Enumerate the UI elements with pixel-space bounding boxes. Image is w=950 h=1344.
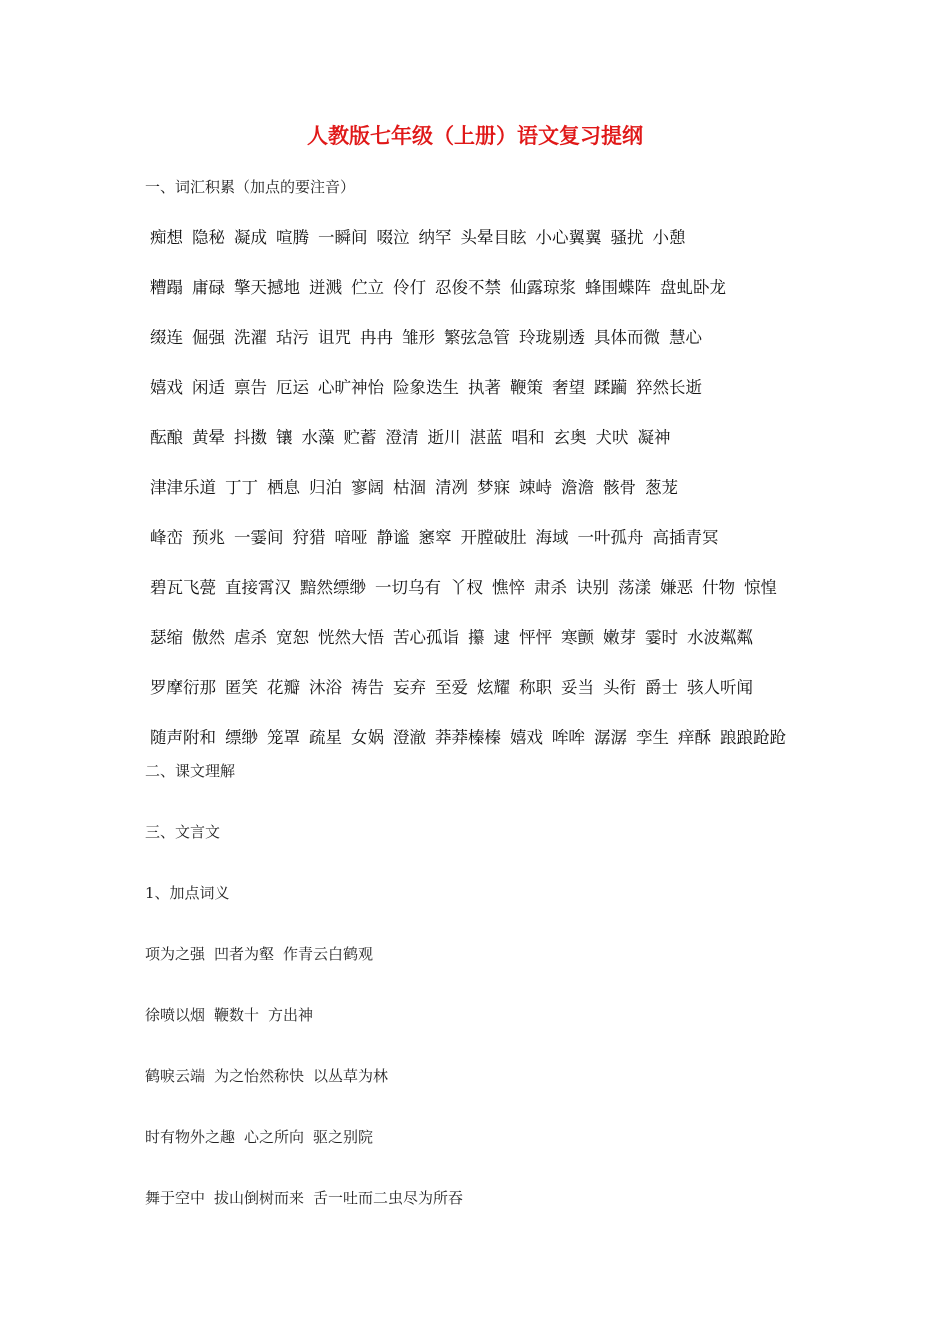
vocab-row [150,474,687,498]
vocab-word: 妄弃 [393,678,426,697]
vocab-word: 小憩 [652,228,686,247]
vocab-word: 诀别 [576,578,609,597]
vocab-word: 小心翼翼 [535,228,602,247]
vocab-word: 归泊 [309,478,342,497]
vocab-row [150,274,735,298]
vocab-word: 炫耀 [477,678,510,697]
vocab-word: 玲珑剔透 [519,328,585,347]
classical-phrase: 为之怡然称快 [214,1067,305,1085]
vocab-word: 猝然长逝 [636,378,702,397]
section-heading-classical: 三、文言文 [145,823,221,841]
vocab-word: 寒颤 [561,628,594,647]
vocab-word: 禀告 [234,378,267,397]
vocab-word: 称职 [519,678,552,697]
vocab-word: 心旷神怡 [318,378,384,397]
vocab-word: 踉踉跄跄 [720,728,786,747]
vocab-row [150,224,695,248]
vocab-word: 犬吠 [595,428,629,447]
vocab-word: 唱和 [511,428,545,447]
vocab-word: 厄运 [276,378,309,397]
vocab-word: 抖擞 [234,428,267,447]
classical-phrase: 项为之强 [145,945,206,963]
vocab-word: 栖息 [267,478,300,497]
vocab-word: 祷告 [351,678,384,697]
vocab-word: 丫杈 [450,578,483,597]
vocab-word: 险象迭生 [393,378,459,397]
vocab-word: 水波粼粼 [687,628,753,647]
vocab-word: 罗摩衍那 [150,678,216,697]
vocab-word: 开膛破肚 [460,528,527,547]
vocab-word: 澄澈 [393,728,426,747]
vocab-word: 津津乐道 [150,478,216,497]
vocab-word: 纳罕 [418,228,452,247]
vocab-word: 丁丁 [225,478,258,497]
vocab-row [150,424,680,448]
vocab-word: 酝酿 [150,428,183,447]
vocab-word: 痴想 [150,228,183,247]
vocab-word: 梦寐 [477,478,510,497]
vocab-word: 喧腾 [276,228,309,247]
vocab-word: 贮蓄 [343,428,377,447]
vocab-word: 骸骨 [603,478,636,497]
classical-phrase: 以丛草为林 [313,1067,389,1085]
vocab-word: 擎天撼地 [234,278,300,297]
vocab-word: 水藻 [301,428,335,447]
classical-phrase: 心之所向 [244,1128,305,1146]
classical-row [145,1126,382,1147]
vocab-word: 镶 [276,428,293,447]
vocab-word: 寥阔 [351,478,384,497]
vocab-word: 慧心 [669,328,702,347]
vocab-word: 迸溅 [309,278,342,297]
vocab-word: 宽恕 [276,628,309,647]
classical-phrase: 时有物外之趣 [145,1128,236,1146]
vocab-row [150,674,762,698]
vocab-word: 莽莽榛榛 [435,728,501,747]
vocab-word: 澄清 [385,428,419,447]
vocab-word: 仙露琼浆 [510,278,576,297]
page-title: 人教版七年级（上册）语文复习提纲 [307,123,643,148]
vocab-word: 海域 [535,528,569,547]
vocab-word: 蹂躏 [594,378,627,397]
vocab-word: 虐杀 [234,628,267,647]
vocab-word: 笼罩 [267,728,300,747]
vocab-word: 黄晕 [192,428,225,447]
vocab-word: 缀连 [150,328,183,347]
classical-phrase: 鹤唳云端 [145,1067,206,1085]
vocab-word: 闲适 [192,378,225,397]
vocab-word: 鞭策 [510,378,543,397]
vocab-word: 嫌恶 [660,578,693,597]
vocab-word: 匿笑 [225,678,258,697]
classical-phrase: 凹者为壑 [214,945,275,963]
vocab-word: 伶仃 [393,278,426,297]
vocab-word: 爵士 [645,678,678,697]
vocab-word: 霎时 [645,628,678,647]
vocab-word: 繁弦急管 [444,328,510,347]
vocab-word: 孪生 [636,728,669,747]
classical-phrase: 舞于空中 [145,1189,206,1207]
vocab-word: 具体而微 [594,328,660,347]
vocab-word: 凝神 [637,428,671,447]
vocab-word: 憔悴 [492,578,525,597]
vocab-word: 峰峦 [150,528,183,547]
vocab-word: 诅咒 [318,328,351,347]
vocab-word: 荡漾 [618,578,651,597]
vocab-row [150,574,786,598]
classical-row [145,1004,322,1025]
vocab-word: 疏星 [309,728,342,747]
vocab-word: 预兆 [192,528,225,547]
vocab-word: 执著 [468,378,501,397]
vocab-word: 惊惶 [744,578,777,597]
vocab-word: 攥 [468,628,485,647]
vocab-word: 缥缈 [225,728,258,747]
vocab-word: 嬉戏 [510,728,543,747]
vocab-word: 逝川 [427,428,461,447]
vocab-word: 头衔 [603,678,636,697]
vocab-word: 一叶孤舟 [577,528,644,547]
vocab-word: 傲然 [192,628,225,647]
section-heading-text: 二、课文理解 [145,762,236,780]
classical-row [145,1187,472,1208]
classical-phrase: 鞭数十 [214,1006,260,1024]
vocab-word: 至爱 [435,678,468,697]
sub-heading-word-meaning: 1、加点词义 [145,884,230,902]
vocab-word: 女娲 [351,728,384,747]
vocab-row [150,324,711,348]
vocab-word: 凝成 [234,228,267,247]
vocab-word: 澹澹 [561,478,594,497]
vocab-word: 啜泣 [376,228,410,247]
vocab-row [150,724,795,748]
vocab-word: 骇人听闻 [687,678,753,697]
vocab-word: 妥当 [561,678,594,697]
vocab-row [150,624,762,648]
vocab-word: 嬉戏 [150,378,183,397]
vocab-word: 随声附和 [150,728,216,747]
classical-phrase: 驱之别院 [313,1128,374,1146]
vocab-word: 冉冉 [360,328,393,347]
vocab-word: 花瓣 [267,678,300,697]
vocab-word: 高插青冥 [652,528,719,547]
classical-row [145,1065,397,1086]
vocab-word: 肃杀 [534,578,567,597]
vocab-word: 直接霄汉 [225,578,291,597]
vocab-word: 头晕目眩 [460,228,527,247]
vocab-word: 奢望 [552,378,585,397]
classical-phrase: 舌一吐而二虫尽为所吞 [313,1189,464,1207]
classical-row [145,943,382,964]
vocab-word: 黯然缥缈 [300,578,366,597]
vocab-word: 怦怦 [519,628,552,647]
vocab-word: 葱茏 [645,478,678,497]
vocab-word: 恍然大悟 [318,628,384,647]
vocab-word: 逮 [493,628,510,647]
vocab-word: 一瞬间 [318,228,368,247]
vocab-word: 雏形 [402,328,435,347]
vocab-word: 倔强 [192,328,225,347]
vocab-word: 什物 [702,578,735,597]
classical-phrase: 徐喷以烟 [145,1006,206,1024]
classical-phrase: 作青云白鹤观 [283,945,374,963]
vocab-word: 伫立 [351,278,384,297]
vocab-word: 庸碌 [192,278,225,297]
vocab-word: 狩猎 [292,528,326,547]
vocab-word: 嫩芽 [603,628,636,647]
vocab-row [150,374,711,398]
vocab-row [150,524,728,548]
vocab-word: 洗濯 [234,328,267,347]
classical-phrase: 拔山倒树而来 [214,1189,305,1207]
vocab-word: 静谧 [376,528,410,547]
vocab-word: 隐秘 [192,228,225,247]
vocab-word: 糟蹋 [150,278,183,297]
vocab-word: 玷污 [276,328,309,347]
vocab-word: 清冽 [435,478,468,497]
section-heading-vocab: 一、词汇积累（加点的要注音） [145,178,356,196]
classical-phrase: 方出神 [268,1006,314,1024]
vocab-word: 枯涸 [393,478,426,497]
vocab-word: 碧瓦飞甍 [150,578,216,597]
vocab-word: 蜂围蝶阵 [585,278,651,297]
vocab-word: 瑟缩 [150,628,183,647]
vocab-word: 窸窣 [418,528,452,547]
vocab-word: 痒酥 [678,728,711,747]
vocab-word: 盘虬卧龙 [660,278,726,297]
vocab-word: 竦峙 [519,478,552,497]
vocab-word: 一切乌有 [375,578,441,597]
vocab-word: 一霎间 [234,528,284,547]
vocab-word: 沐浴 [309,678,342,697]
vocab-word: 潺潺 [594,728,627,747]
vocab-word: 骚扰 [610,228,644,247]
vocab-word: 玄奥 [553,428,587,447]
vocab-word: 湛蓝 [469,428,503,447]
vocab-word: 哞哞 [552,728,585,747]
vocab-word: 喑哑 [334,528,368,547]
vocab-word: 苦心孤诣 [393,628,459,647]
vocab-word: 忍俊不禁 [435,278,501,297]
